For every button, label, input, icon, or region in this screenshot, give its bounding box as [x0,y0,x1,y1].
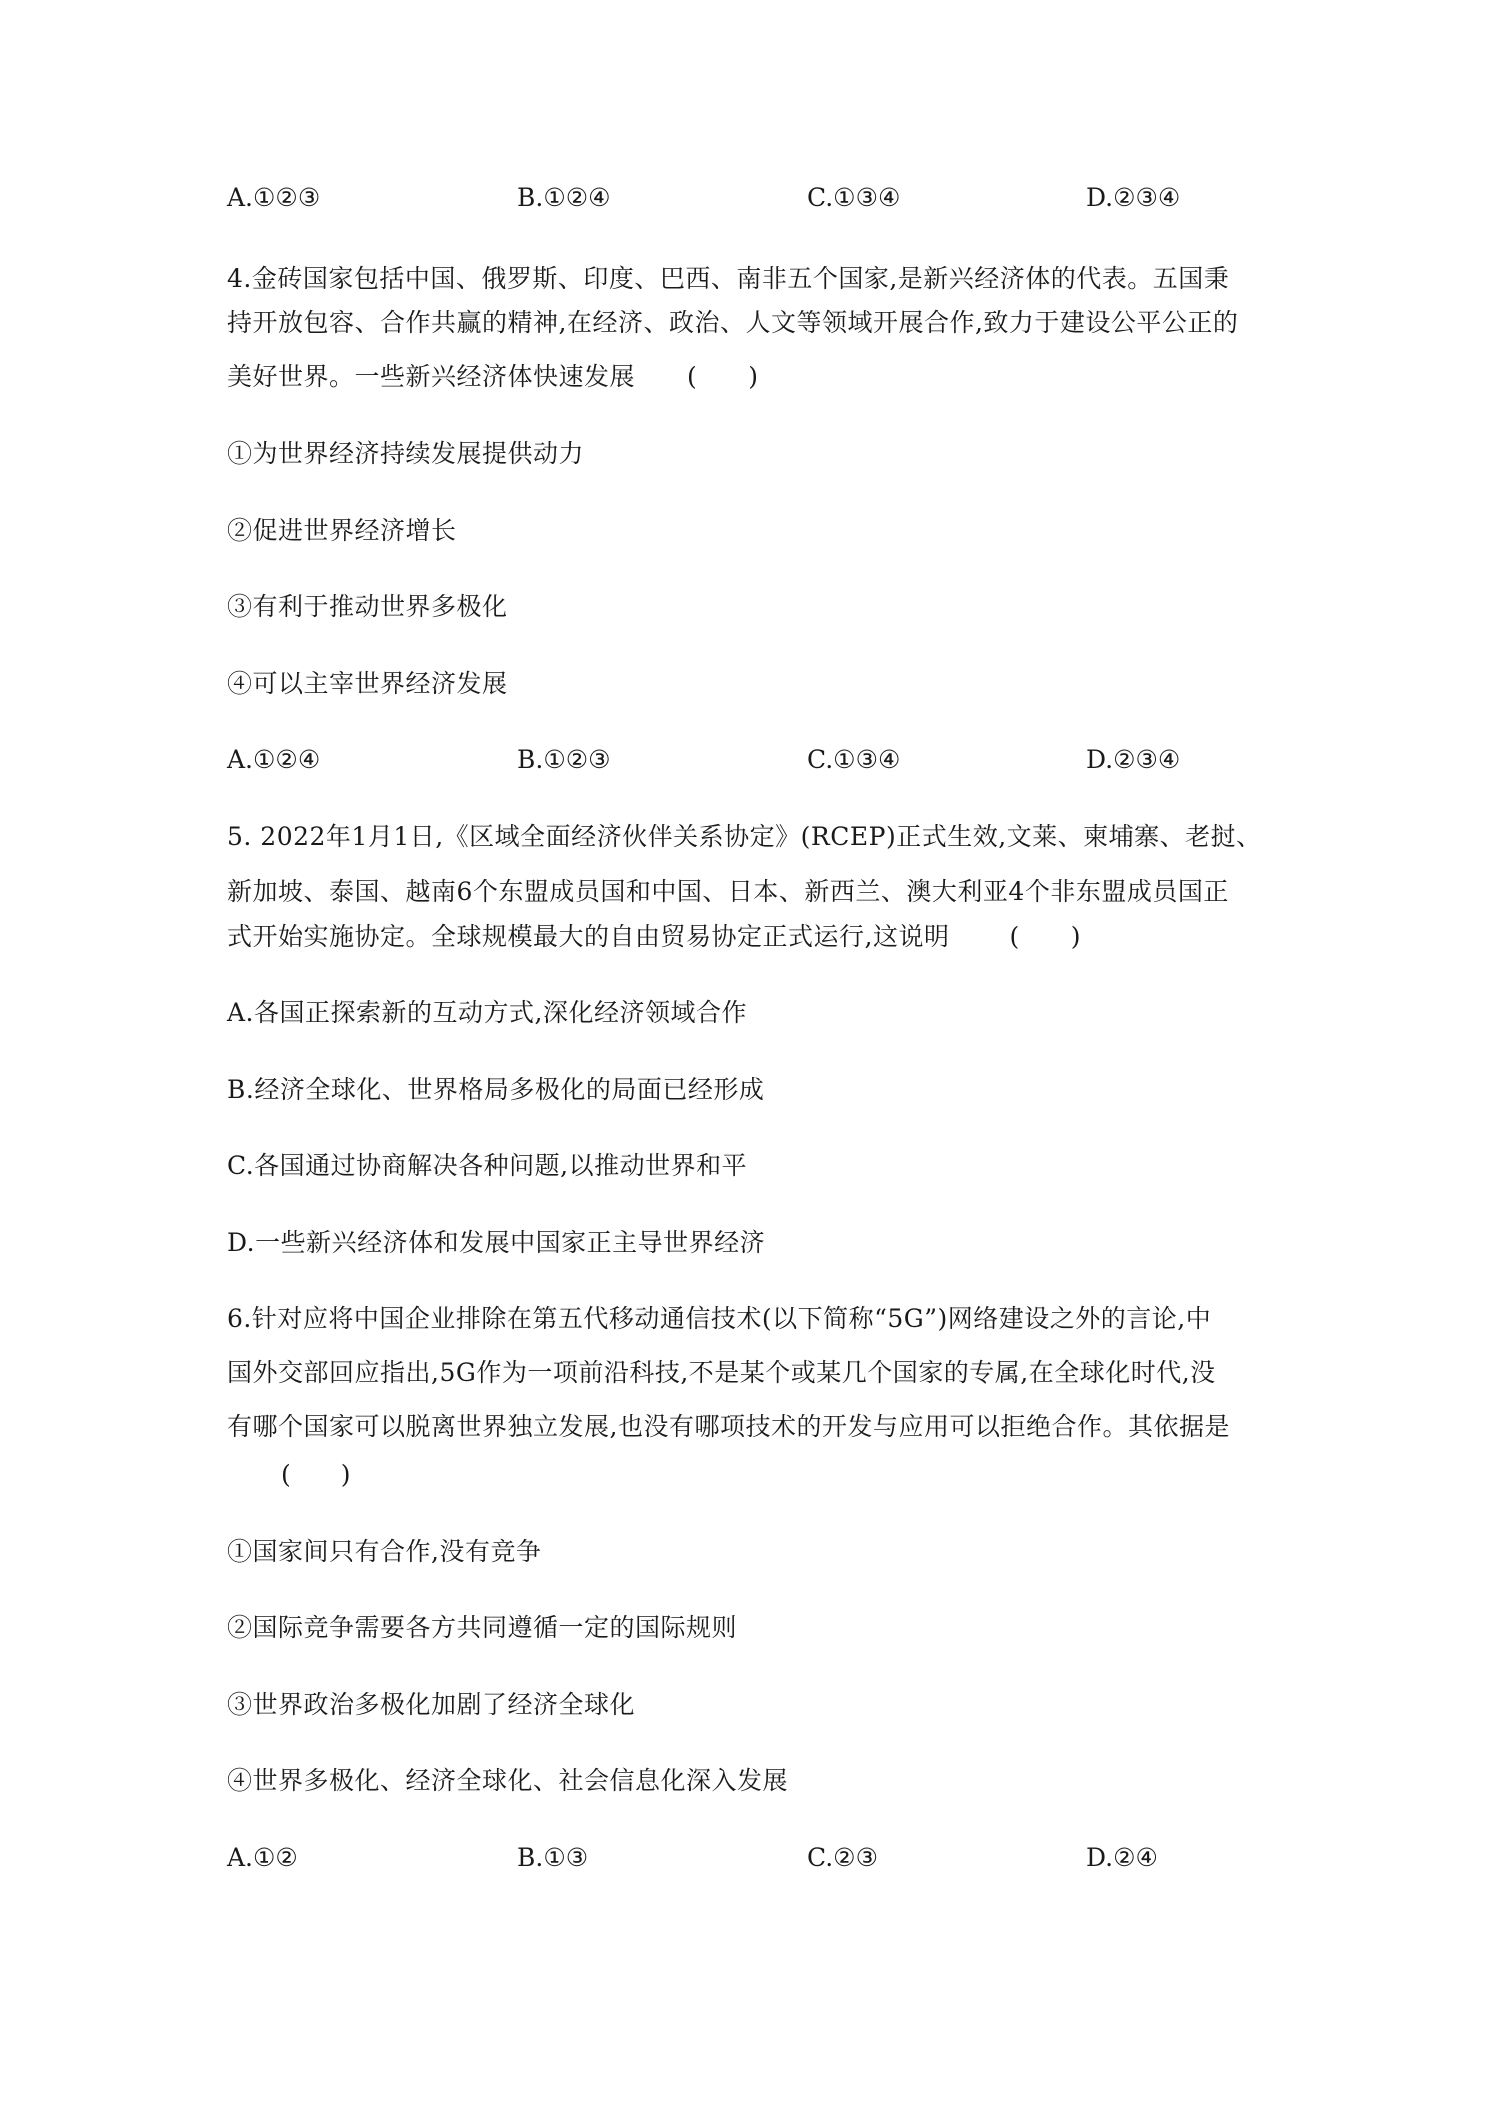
q4-stem-line-3-text: 美好世界。一些新兴经济体快速发展 [227,362,636,391]
q3-option-a: A.①②③ [227,183,321,212]
q3-option-b: B.①②④ [517,183,611,212]
q6-item-1: ①国家间只有合作,没有竞争 [227,1537,542,1566]
q4-item-3: ③有利于推动世界多极化 [227,592,508,621]
q6-stem-line-3: 有哪个国家可以脱离世界独立发展,也没有哪项技术的开发与应用可以拒绝合作。其依据是 [227,1412,1230,1441]
q5-stem-line-2: 新加坡、泰国、越南6个东盟成员国和中国、日本、新西兰、澳大利亚4个非东盟成员国正 [227,877,1229,906]
q3-option-d: D.②③④ [1086,183,1181,212]
q3-option-c: C.①③④ [807,183,901,212]
q5-option-d: D.一些新兴经济体和发展中国家正主导世界经济 [227,1228,766,1257]
q4-item-4: ④可以主宰世界经济发展 [227,669,508,698]
q6-stem-line-2: 国外交部回应指出,5G作为一项前沿科技,不是某个或某几个国家的专属,在全球化时代,没 [227,1358,1216,1387]
q4-item-1: ①为世界经济持续发展提供动力 [227,439,585,468]
q5-option-c: C.各国通过协商解决各种问题,以推动世界和平 [227,1151,748,1180]
q6-item-2: ②国际竞争需要各方共同遵循一定的国际规则 [227,1613,738,1642]
q6-item-4: ④世界多极化、经济全球化、社会信息化深入发展 [227,1766,789,1795]
q6-item-3: ③世界政治多极化加剧了经济全球化 [227,1690,636,1719]
q6-option-d: D.②④ [1086,1843,1158,1872]
q4-option-c: C.①③④ [807,745,901,774]
q4-option-d: D.②③④ [1086,745,1181,774]
q5-stem-line-3 [227,920,1081,954]
q4-item-2: ②促进世界经济增长 [227,516,457,545]
q4-option-b: B.①②③ [517,745,611,774]
q5-option-a: A.各国正探索新的互动方式,深化经济领域合作 [227,998,747,1027]
q4-stem-line-1: 4.金砖国家包括中国、俄罗斯、印度、巴西、南非五个国家,是新兴经济体的代表。五国秉 [227,264,1230,293]
q6-answer-bracket: ( ) [281,1460,351,1489]
q4-option-a: A.①②④ [227,745,321,774]
q4-answer-bracket: ( ) [687,362,759,391]
q5-stem-line-3-text: 式开始实施协定。全球规模最大的自由贸易协定正式运行,这说明 [227,922,950,951]
q5-stem-line-1: 5. 2022年1月1日,《区域全面经济伙伴关系协定》(RCEP)正式生效,文莱、柬埔寨、老挝、 [227,822,1262,851]
q6-option-c: C.②③ [807,1843,879,1872]
q6-option-b: B.①③ [517,1843,589,1872]
q5-answer-bracket: ( ) [1009,922,1081,951]
q4-stem-line-3 [227,360,759,394]
q6-option-a: A.①② [227,1843,298,1872]
q4-stem-line-2: 持开放包容、合作共赢的精神,在经济、政治、人文等领域开展合作,致力于建设公平公正的 [227,308,1239,337]
q5-option-b: B.经济全球化、世界格局多极化的局面已经形成 [227,1075,765,1104]
q6-stem-line-1: 6.针对应将中国企业排除在第五代移动通信技术(以下简称“5G”)网络建设之外的言论,中 [227,1304,1212,1333]
